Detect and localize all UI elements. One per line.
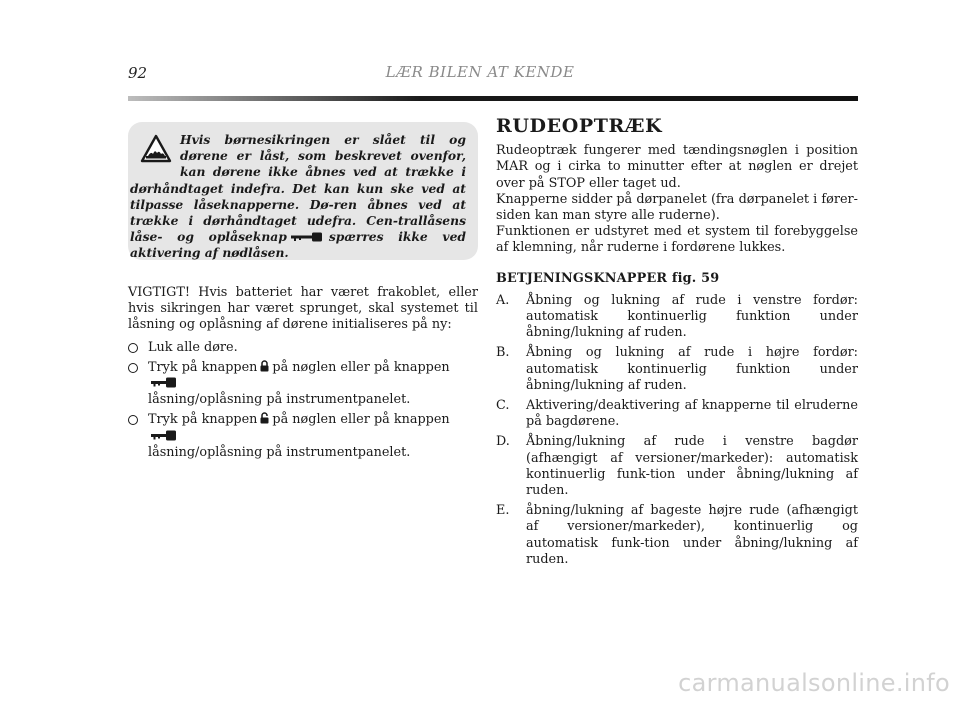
central-lock-key-icon: [151, 377, 177, 388]
bullet-list: [128, 340, 478, 461]
list-item: Tryk på knappen på nøglen eller på knappen låsning/oplåsning på instrumentpanelet.: [128, 360, 478, 409]
left-column: [128, 285, 478, 465]
bullet-circle-icon: [128, 343, 138, 353]
paragraph: Rudeoptræk fungerer med tændingsnøglen i position MAR og i cirka to minutter efter at nøglen er drejet over på STOP eller taget ud.: [496, 143, 858, 191]
warning-box: [128, 122, 478, 260]
top-rule: [128, 96, 858, 101]
central-lock-key-icon: [151, 430, 177, 441]
watermark: carmanualsonline.info: [678, 669, 950, 697]
list-item: E. åbning/lukning af bageste højre rude (afhængigt af versioner/markeder), kontinuerlig og automatisk funk-tion under åbning/lukning af ruden.: [496, 503, 858, 567]
running-title: LÆR BILEN AT KENDE: [385, 63, 575, 81]
controls-subheading: BETJENINGSKNAPPER fig. 59: [496, 270, 720, 286]
bullet-circle-icon: [128, 363, 138, 373]
right-column: [496, 115, 858, 572]
page-number: 92: [128, 64, 148, 82]
item-letter: B.: [496, 345, 510, 361]
important-intro: VIGTIGT! Hvis batteriet har været frakoblet, eller hvis sikringen har været sprunget, skal systemet til låsning og oplåsning af dørene initialiseres på ny:: [128, 285, 478, 333]
item-letter: C.: [496, 398, 510, 414]
section-title: RUDEOPTRÆK: [496, 115, 663, 137]
list-item: D. Åbning/lukning af rude i venstre bagdør (afhængigt af versioner/markeder): automatisk kontinuerlig funk-tion under åbning/lukning af ruden.: [496, 434, 858, 499]
list-item: A. Åbning og lukning af rude i venstre fordør: automatisk kontinuerlig funktion under åbning/lukning af ruden.: [496, 292, 858, 341]
item-letter: A.: [496, 292, 510, 308]
bullet-circle-icon: [128, 415, 138, 425]
open-padlock-icon: [260, 412, 269, 424]
list-item: Luk alle døre.: [128, 340, 478, 356]
list-item: B. Åbning og lukning af rude i højre fordør: automatisk kontinuerlig funktion under åbning/lukning af ruden.: [496, 345, 858, 393]
item-letter: D.: [496, 434, 510, 450]
paragraph: Funktionen er udstyret med et system til forebyggelse af klemning, når ruderne i fordørene lukkes.: [496, 224, 858, 256]
closed-padlock-icon: [260, 360, 269, 372]
controls-list: [496, 293, 858, 568]
item-letter: E.: [496, 503, 510, 519]
list-item: C. Aktivering/deaktivering af knapperne til elruderne på bagdørene.: [496, 398, 858, 430]
central-lock-key-icon: [291, 232, 325, 242]
list-item: Tryk på knappen på nøglen eller på knappen låsning/oplåsning på instrumentpanelet.: [128, 412, 478, 461]
paragraph: Knapperne sidder på dørpanelet (fra dørpanelet i fører-siden kan man styre alle ruderne).: [496, 191, 858, 224]
warning-text: Hvis børnesikringen er slået til og dørene er låst, som beskrevet ovenfor, kan dørene ikke åbnes ved at trække i dørhåndtaget indefra. Det kan kun ske ved at tilpasse låseknapperne. Dø-ren åbnes ved at trække i dørhåndtaget udefra. Cen-trallåsens låse- og oplåseknap spærres ikke ved aktivering af nødlåsen.: [130, 132, 466, 261]
